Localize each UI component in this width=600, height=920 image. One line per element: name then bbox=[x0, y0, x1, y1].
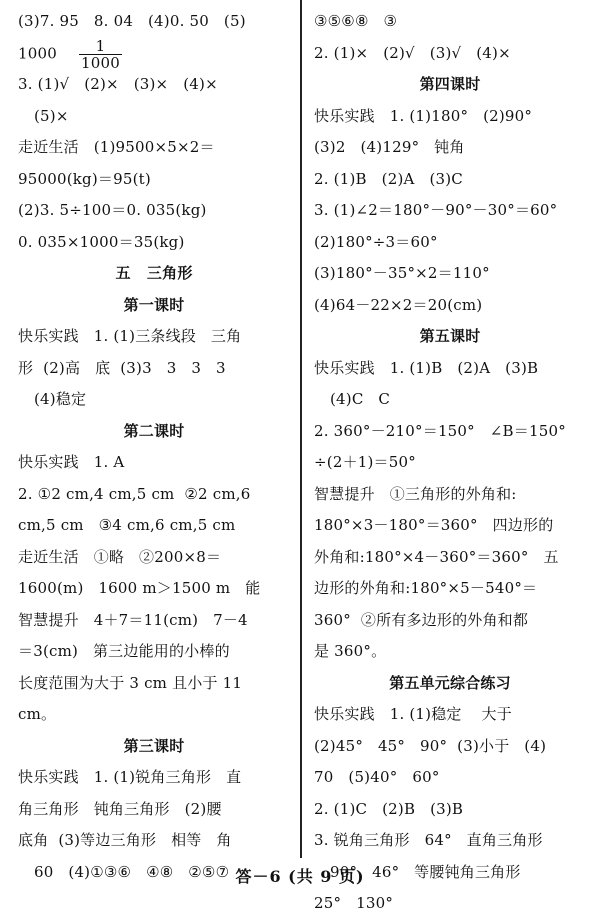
answer-line bbox=[18, 542, 290, 574]
answer-line bbox=[18, 510, 290, 542]
answer-line bbox=[18, 447, 290, 479]
line-text: 2. 360°－210°＝150° ∠B＝150° bbox=[314, 421, 566, 440]
section-heading bbox=[314, 321, 586, 353]
answer-line bbox=[314, 353, 586, 385]
line-text: 外角和:180°×4－360°＝360° 五 bbox=[314, 547, 559, 566]
line-text: (2)180°÷3＝60° bbox=[314, 232, 438, 251]
fraction-denominator: 1000 bbox=[80, 53, 120, 72]
line-text: 角三角形 钝角三角形 (2)腰 bbox=[18, 799, 222, 818]
line-text: 2. ①2 cm,4 cm,5 cm ②2 cm,6 bbox=[18, 484, 251, 503]
line-text: ③⑤⑥⑧ ③ bbox=[314, 12, 398, 30]
answer-line bbox=[18, 195, 290, 227]
line-text: 第五课时 bbox=[419, 327, 481, 345]
answer-line bbox=[314, 479, 586, 511]
answer-line bbox=[18, 825, 290, 857]
line-text: 第五单元综合练习 bbox=[389, 673, 511, 692]
page-footer: 答－6 (共 9 页) bbox=[235, 867, 365, 886]
answer-line bbox=[18, 794, 290, 826]
answer-line bbox=[18, 605, 290, 637]
line-text: 快乐实践 1. (1)锐角三角形 直 bbox=[18, 768, 242, 786]
answer-line bbox=[18, 668, 290, 700]
answer-line bbox=[314, 101, 586, 133]
answer-line bbox=[314, 542, 586, 574]
answer-line bbox=[314, 605, 586, 637]
line-text: 智慧提升 ①三角形的外角和: bbox=[314, 484, 517, 503]
line-text: ＝3(cm) 第三边能用的小棒的 bbox=[18, 642, 230, 660]
line-text: 90° 46° 等腰钝角三角形 bbox=[330, 862, 521, 881]
line-text: 3. (1)√ (2)× (3)× (4)× bbox=[18, 75, 218, 93]
line-text: 180°×3－180°＝360° 四边形的 bbox=[314, 516, 554, 534]
answer-line bbox=[18, 479, 290, 511]
line-text: cm。 bbox=[18, 705, 57, 723]
answer-line bbox=[314, 227, 586, 259]
line-text: 快乐实践 1. (1)稳定 大于 bbox=[314, 705, 512, 723]
section-heading bbox=[18, 258, 290, 290]
line-text: 快乐实践 1. (1)B (2)A (3)B bbox=[314, 358, 539, 377]
line-text: 2. (1)C (2)B (3)B bbox=[314, 799, 464, 818]
answer-line bbox=[314, 762, 586, 794]
line-text: 95000(kg)＝95(t) bbox=[18, 169, 151, 188]
section-heading bbox=[18, 731, 290, 763]
line-text: 2. (1)B (2)A (3)C bbox=[314, 169, 463, 188]
line-text: (4)C C bbox=[330, 390, 391, 408]
line-text: 长度范围为大于 3 cm 且小于 11 bbox=[18, 673, 243, 692]
line-text: 边形的外角和:180°×5－540°＝ bbox=[314, 579, 538, 597]
answer-line bbox=[18, 164, 290, 196]
line-text: (5)× bbox=[34, 106, 69, 125]
line-text: 1600(m) 1600 m＞1500 m 能 bbox=[18, 579, 261, 597]
line-text: 第一课时 bbox=[123, 295, 185, 314]
answer-line bbox=[314, 794, 586, 826]
answer-line bbox=[18, 573, 290, 605]
line-text: 五 三角形 bbox=[115, 264, 193, 282]
line-text: (3)180°－35°×2＝110° bbox=[314, 264, 490, 282]
answer-line bbox=[18, 384, 290, 416]
line-text: 3. 锐角三角形 64° 直角三角形 bbox=[314, 831, 543, 849]
line-text: 快乐实践 1. (1)180° (2)90° bbox=[314, 106, 533, 125]
line-text: 70 (5)40° 60° bbox=[314, 768, 440, 786]
answer-line bbox=[18, 38, 290, 70]
line-text: 形 (2)高 底 (3)3 3 3 3 bbox=[18, 358, 226, 377]
line-text: (3)2 (4)129° 钝角 bbox=[314, 138, 465, 156]
answer-line bbox=[314, 290, 586, 322]
line-text: cm,5 cm ③4 cm,6 cm,5 cm bbox=[18, 516, 236, 534]
column-divider bbox=[300, 0, 302, 858]
answer-line bbox=[314, 6, 586, 38]
left-column bbox=[18, 6, 290, 888]
line-text: 是 360°。 bbox=[314, 642, 387, 660]
fraction-numerator: 1 bbox=[79, 38, 122, 55]
answer-line bbox=[314, 384, 586, 416]
answer-line bbox=[18, 6, 290, 38]
line-text: 第二课时 bbox=[123, 421, 185, 440]
line-text: 快乐实践 1. A bbox=[18, 453, 125, 471]
line-text: 快乐实践 1. (1)三条线段 三角 bbox=[18, 327, 242, 345]
section-heading bbox=[18, 416, 290, 448]
answer-line bbox=[314, 636, 586, 668]
answer-line bbox=[314, 416, 586, 448]
answer-line bbox=[18, 69, 290, 101]
line-text: 25° 130° bbox=[314, 894, 394, 912]
fraction bbox=[79, 38, 122, 71]
line-text: 第三课时 bbox=[123, 736, 185, 755]
line-text: (4)64－22×2＝20(cm) bbox=[314, 295, 483, 314]
line-text: 走近生活 (1)9500×5×2＝ bbox=[18, 138, 215, 156]
answer-line bbox=[314, 888, 586, 920]
answer-line bbox=[314, 164, 586, 196]
answer-line bbox=[18, 353, 290, 385]
answer-line bbox=[18, 132, 290, 164]
section-heading bbox=[18, 290, 290, 322]
answer-line bbox=[18, 101, 290, 133]
answer-line bbox=[314, 510, 586, 542]
line-text: 走近生活 ①略 ②200×8＝ bbox=[18, 547, 222, 566]
line-text: 底角 (3)等边三角形 相等 角 bbox=[18, 831, 232, 849]
answer-line bbox=[314, 258, 586, 290]
line-text: 360° ②所有多边形的外角和都 bbox=[314, 610, 529, 629]
answer-line bbox=[314, 132, 586, 164]
answer-line bbox=[18, 321, 290, 353]
answer-line bbox=[18, 762, 290, 794]
answer-line bbox=[18, 699, 290, 731]
answer-line bbox=[18, 636, 290, 668]
line-text: 第四课时 bbox=[419, 75, 481, 93]
line-text: (4)稳定 bbox=[34, 390, 87, 408]
line-text: 0. 035×1000＝35(kg) bbox=[18, 232, 185, 251]
line-text: 3. (1)∠2＝180°－90°－30°＝60° bbox=[314, 201, 558, 219]
section-heading bbox=[314, 668, 586, 700]
line-text: 2. (1)× (2)√ (3)√ (4)× bbox=[314, 43, 511, 62]
section-heading bbox=[314, 69, 586, 101]
right-column bbox=[314, 6, 586, 920]
line-text: (3)7. 95 8. 04 (4)0. 50 (5) bbox=[18, 12, 246, 30]
answer-line bbox=[314, 38, 586, 70]
line-text: ÷(2＋1)＝50° bbox=[314, 453, 416, 471]
answer-line bbox=[18, 227, 290, 259]
answer-line bbox=[314, 699, 586, 731]
line-text: (2)45° 45° 90° (3)小于 (4) bbox=[314, 736, 547, 755]
line-text: (2)3. 5÷100＝0. 035(kg) bbox=[18, 201, 207, 219]
answer-line bbox=[314, 447, 586, 479]
line-text: 1000 bbox=[18, 44, 57, 62]
answer-line bbox=[314, 731, 586, 763]
line-text: 智慧提升 4＋7＝11(cm) 7－4 bbox=[18, 610, 248, 629]
answer-line bbox=[314, 573, 586, 605]
answer-line bbox=[314, 825, 586, 857]
line-text: 60 (4)①③⑥ ④⑧ ②⑤⑦ bbox=[34, 862, 230, 881]
answer-line bbox=[314, 195, 586, 227]
